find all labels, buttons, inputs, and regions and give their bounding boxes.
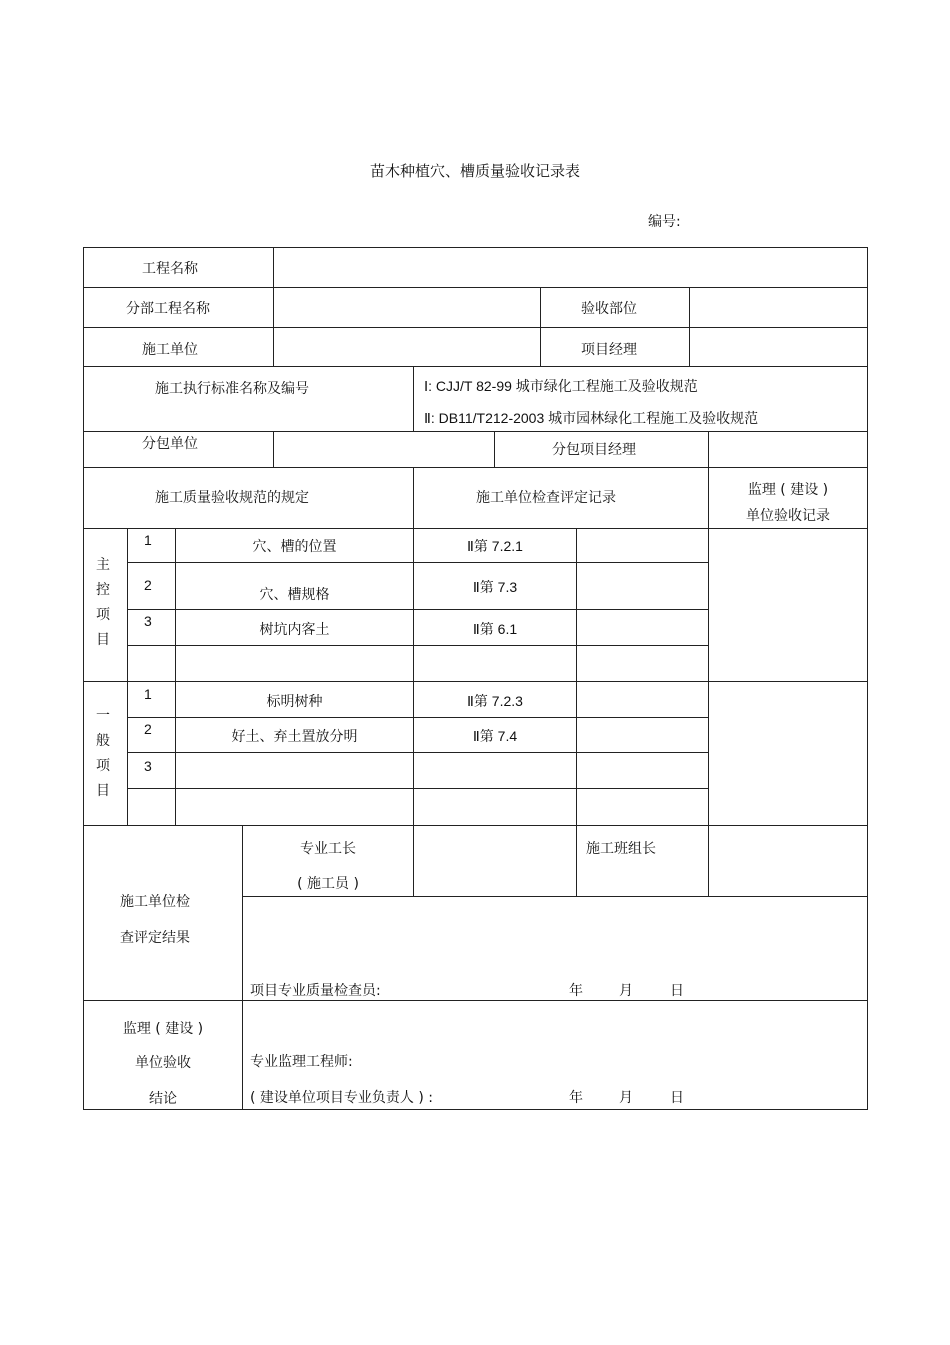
foreman-signature[interactable]: [415, 827, 575, 895]
acceptance-part-value[interactable]: [691, 289, 866, 325]
general-item-1-name: 标明树种: [266, 694, 323, 710]
conclusion-label-line3: 结论: [149, 1091, 177, 1107]
subcontractor-value[interactable]: [275, 433, 492, 465]
acceptance-part-label: 验收部位: [581, 301, 637, 317]
main-item-2-record[interactable]: [578, 564, 707, 608]
team-leader-signature[interactable]: [710, 827, 866, 895]
check-month-label: 月: [619, 983, 633, 999]
team-leader-label: 施工班组长: [586, 841, 656, 857]
general-item-1-record[interactable]: [578, 683, 707, 716]
sub-project-name-value[interactable]: [275, 289, 538, 325]
main-control-group-label: 主 控 项 目: [96, 557, 110, 648]
general-item-2-number: 2: [144, 721, 152, 737]
construction-unit-label: 施工单位: [142, 342, 198, 358]
foreman-label-line1: 专业工长: [300, 841, 356, 857]
main-item-1-reference: Ⅱ第 7.2.1: [467, 538, 523, 554]
conclusion-month-label: 月: [619, 1090, 633, 1106]
conclusion-day-label: 日: [670, 1090, 684, 1106]
standard-1: Ⅰ: CJJ/T 82-99 城市绿化工程施工及验收规范: [424, 378, 698, 394]
main-item-3-record[interactable]: [578, 611, 707, 644]
construction-unit-value[interactable]: [275, 329, 538, 364]
check-year-label: 年: [569, 983, 583, 999]
general-item-1-number: 1: [144, 686, 152, 702]
general-item-1-reference: Ⅱ第 7.2.3: [467, 693, 523, 709]
main-item-3-name: 树坑内客土: [259, 622, 330, 638]
supervision-column-header-line2: 单位验收记录: [746, 508, 830, 524]
main-item-3-number: 3: [144, 613, 152, 629]
main-item-1-record[interactable]: [578, 530, 707, 561]
standard-2: Ⅱ: DB11/T212-2003 城市园林绿化工程施工及验收规范: [424, 410, 759, 426]
project-name-value[interactable]: [275, 249, 865, 285]
sub-project-manager-value[interactable]: [710, 433, 866, 465]
sub-project-manager-label: 分包项目经理: [552, 442, 636, 458]
page-title: 苗木种植穴、槽质量验收记录表: [369, 162, 580, 180]
general-item-2-name: 好土、弃土置放分明: [231, 729, 358, 745]
check-result-text[interactable]: [244, 898, 866, 968]
check-result-label-line2: 查评定结果: [120, 930, 190, 946]
general-supervision-record[interactable]: [710, 683, 866, 824]
general-group-label: 一 般 项 目: [96, 708, 110, 799]
main-control-supervision-record[interactable]: [710, 530, 866, 680]
main-item-3-reference: Ⅱ第 6.1: [472, 621, 518, 637]
general-item-3-number: 3: [144, 758, 152, 774]
spec-column-header: 施工质量验收规范的规定: [155, 490, 309, 506]
main-item-2-number: 2: [144, 577, 152, 593]
standard-label: 施工执行标准名称及编号: [155, 381, 309, 397]
conclusion-label-line1: 监理 ( 建设 ): [122, 1021, 204, 1037]
check-result-label-line1: 施工单位检: [120, 894, 190, 910]
supervision-column-header-line1: 监理 ( 建设 ): [747, 482, 829, 498]
check-day-label: 日: [670, 983, 684, 999]
serial-number-label: 编号:: [648, 214, 681, 230]
project-name-label: 工程名称: [142, 261, 198, 277]
sub-project-name-label: 分部工程名称: [126, 301, 210, 317]
main-item-1-name: 穴、槽的位置: [252, 539, 337, 555]
record-column-header: 施工单位检查评定记录: [476, 490, 616, 506]
main-item-2-name: 穴、槽规格: [259, 587, 330, 603]
general-item-2-reference: Ⅱ第 7.4: [472, 728, 518, 744]
owner-representative-label: ( 建设单位项目专业负责人 ) :: [250, 1090, 433, 1106]
conclusion-label-line2: 单位验收: [135, 1055, 191, 1071]
general-item-2-record[interactable]: [578, 719, 707, 751]
foreman-label-line2: ( 施工员 ): [297, 876, 359, 892]
conclusion-year-label: 年: [569, 1090, 583, 1106]
general-item-3-record[interactable]: [578, 754, 707, 787]
main-item-2-reference: Ⅱ第 7.3: [472, 579, 518, 595]
subcontractor-label: 分包单位: [142, 436, 198, 452]
main-item-1-number: 1: [144, 532, 152, 548]
project-manager-value[interactable]: [691, 329, 866, 364]
project-manager-label: 项目经理: [581, 342, 637, 358]
quality-inspector-label: 项目专业质量检查员:: [250, 983, 381, 999]
supervising-engineer-label: 专业监理工程师:: [250, 1054, 353, 1070]
